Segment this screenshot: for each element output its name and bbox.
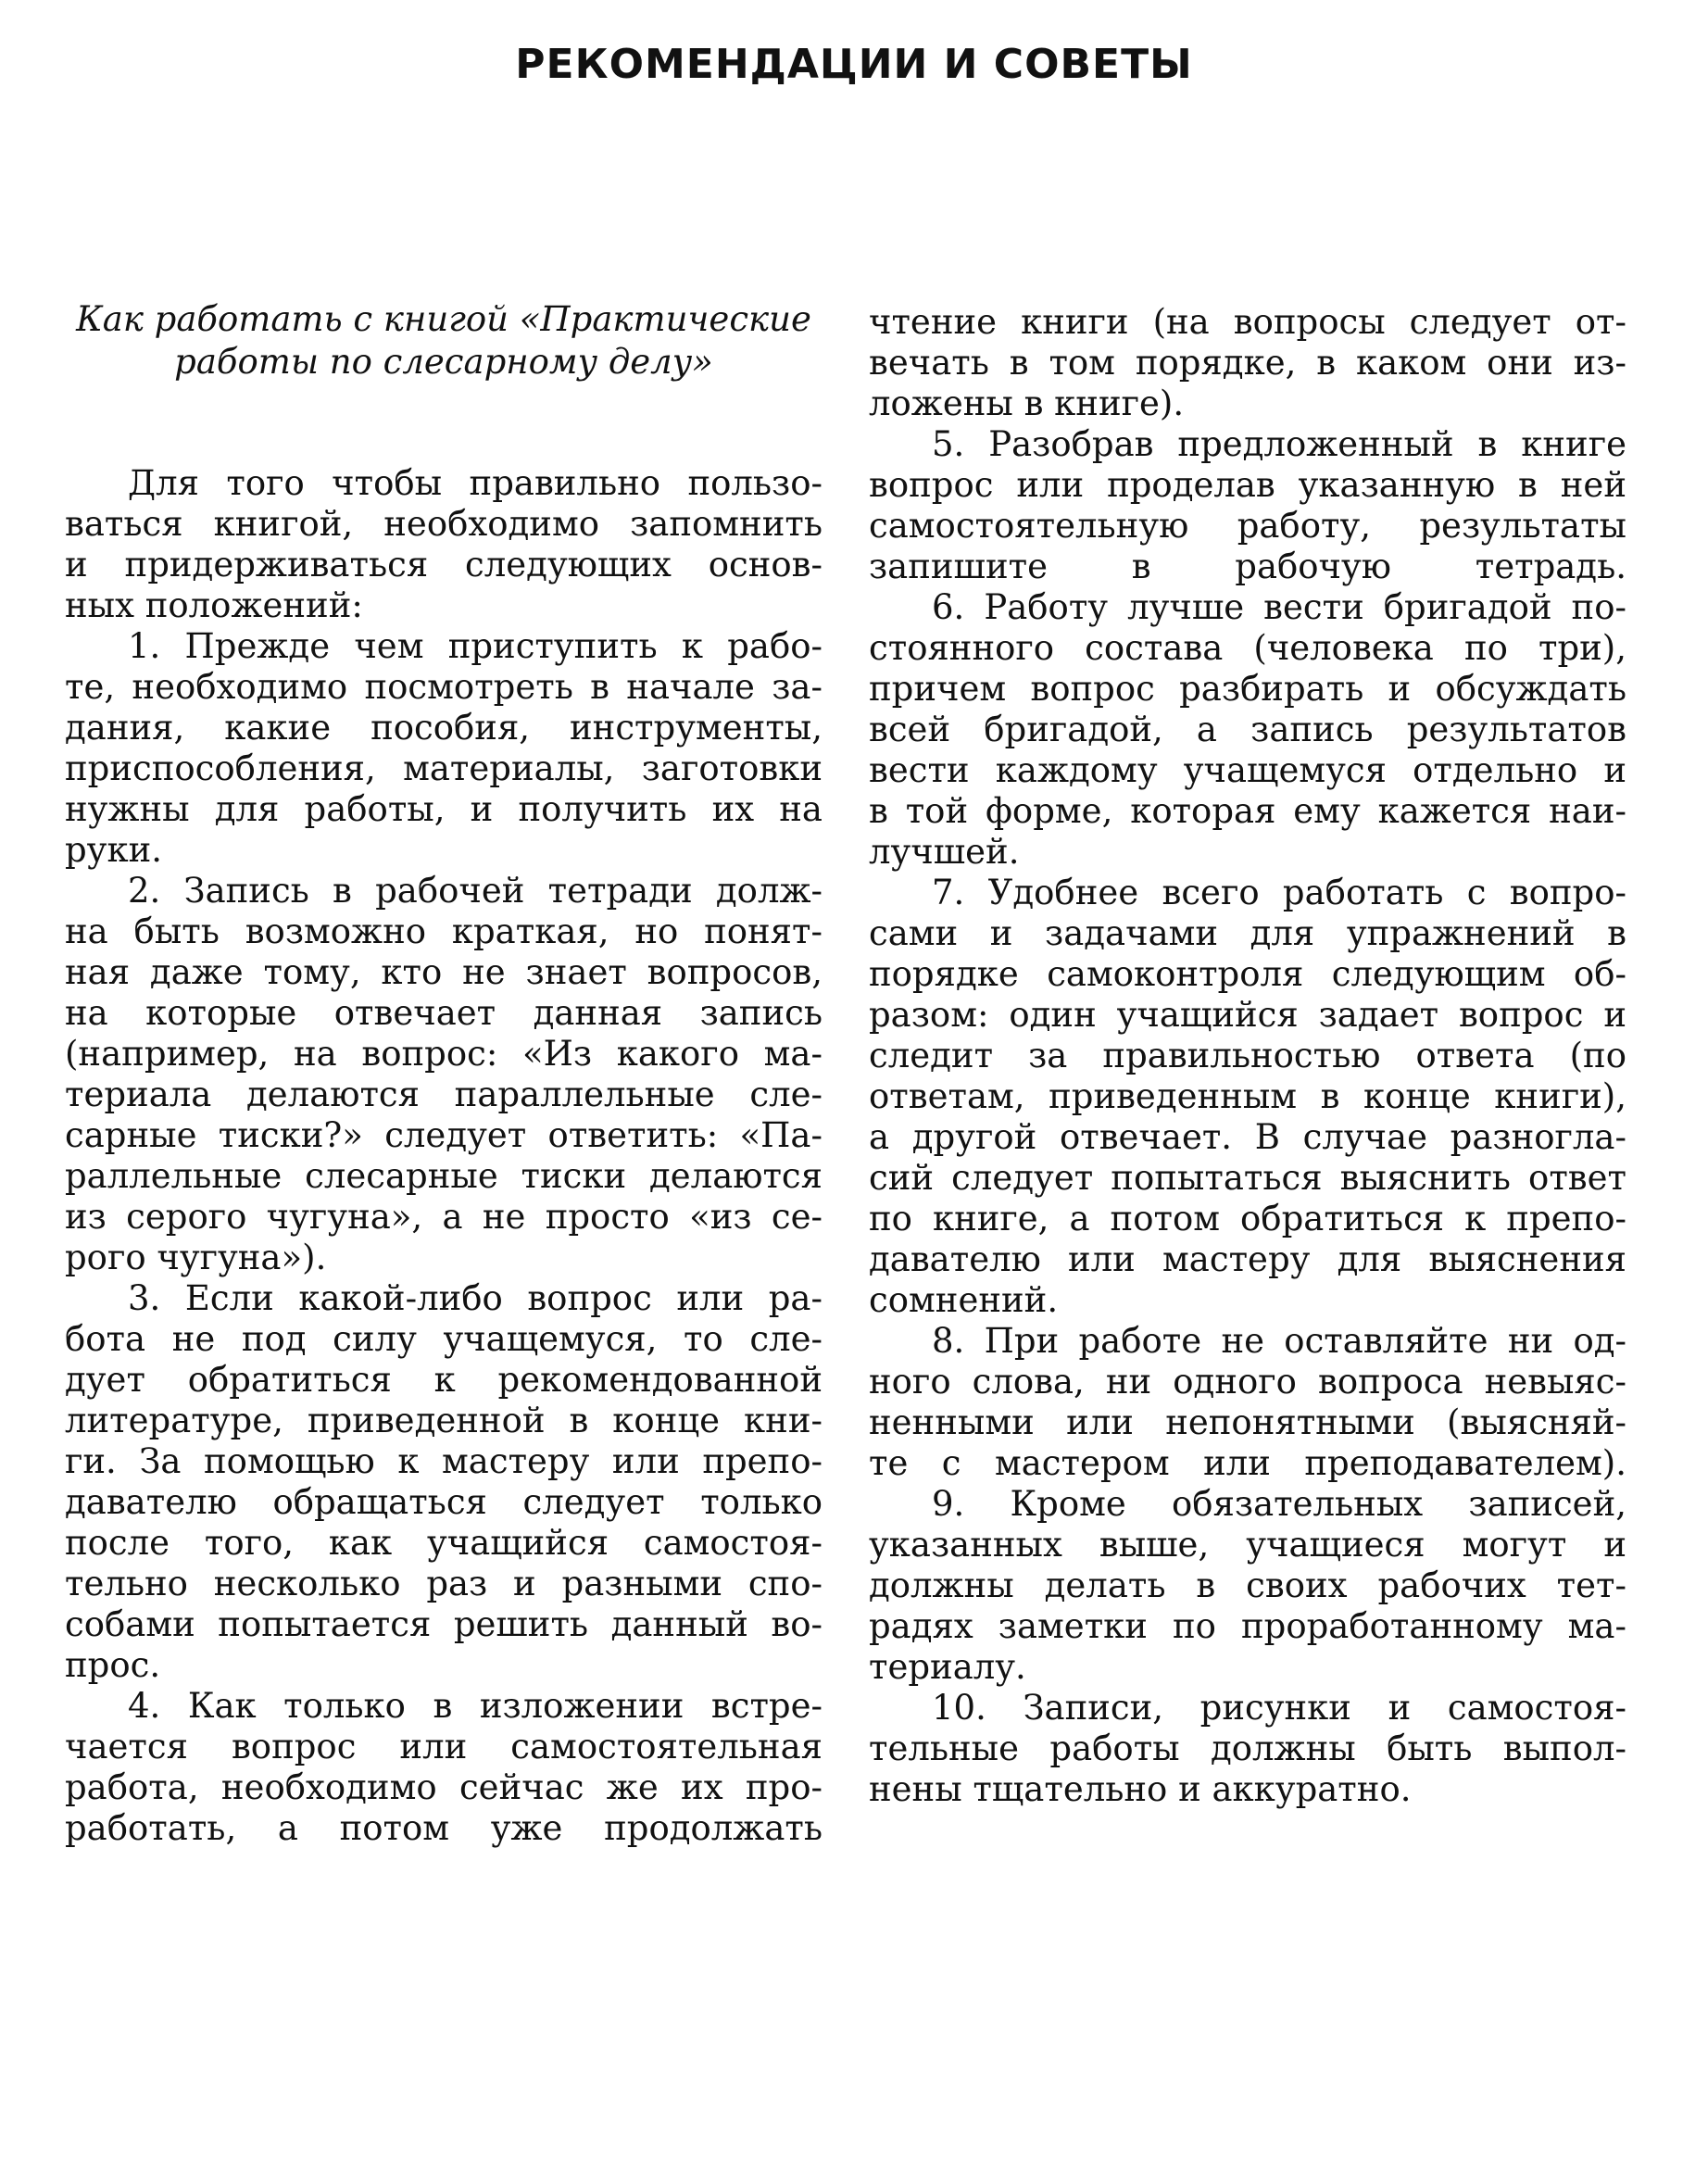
text-line: вечать в том порядке, в каком они из- (869, 343, 1626, 383)
text-line: давателю обращаться следует только (65, 1482, 823, 1522)
text-line: те, необходимо посмотреть в начале за- (65, 667, 823, 707)
text-line: на которые отвечает данная запись (65, 993, 823, 1033)
text-line: 8. При работе не оставляйте ни од- (932, 1321, 1626, 1361)
text-line: руки. (65, 830, 163, 870)
text-line: те с мастером или преподавателем). (869, 1443, 1626, 1483)
text-line: всей бригадой, а запись результатов (869, 710, 1626, 749)
text-line: 5. Разобрав предложенный в книге (932, 424, 1626, 464)
text-line: (например, на вопрос: «Из какого ма- (65, 1034, 823, 1074)
text-line: работать, а потом уже продолжать (65, 1808, 823, 1848)
text-line: ваться книгой, необходимо запомнить (65, 504, 823, 544)
left-column (65, 298, 823, 1849)
text-line: ложены в книге). (869, 383, 1185, 423)
text-line: приспособления, материалы, заготовки (65, 748, 823, 788)
text-line: порядке самоконтроля следующим об- (869, 954, 1626, 994)
text-line: ных положений: (65, 585, 363, 625)
text-line: дания, какие пособия, инструменты, (65, 708, 823, 748)
text-line: териалу. (869, 1647, 1026, 1687)
heading-line: работы по слесарному делу» (174, 342, 713, 382)
heading-spacer (65, 383, 823, 463)
text-line: сами и задачами для упражнений в (869, 913, 1626, 953)
text-line: и придерживаться следующих основ- (65, 545, 823, 585)
text-line: причем вопрос разбирать и обсуждать (869, 669, 1626, 709)
text-line: 1. Прежде чем приступить к рабо- (128, 626, 823, 666)
text-line: прос. (65, 1645, 161, 1685)
text-line: работа, необходимо сейчас же их про- (65, 1767, 823, 1807)
text-line: 10. Записи, рисунки и самостоя- (932, 1688, 1626, 1728)
text-line: Для того чтобы правильно пользо- (128, 463, 823, 503)
left-column-text (65, 463, 823, 1849)
text-line: указанных выше, учащиеся могут и (869, 1525, 1626, 1565)
text-line: чается вопрос или самостоятельная (65, 1727, 823, 1766)
text-line: сий следует попытаться выяснить ответ (869, 1158, 1626, 1198)
text-line: дует обратиться к рекомендованной (65, 1360, 823, 1400)
text-line: ненными или непонятными (выясняй- (869, 1402, 1626, 1442)
text-line: запишите в рабочую тетрадь. (869, 547, 1626, 586)
text-line: а другой отвечает. В случае разногла- (869, 1117, 1626, 1157)
text-line: вести каждому учащемуся отдельно и (869, 750, 1626, 790)
text-line: на быть возможно краткая, но понят- (65, 911, 823, 951)
text-line: в той форме, которая ему кажется наи- (869, 791, 1626, 831)
text-line: бота не под силу учащемуся, то сле- (65, 1319, 823, 1359)
text-line: самостоятельную работу, результаты (869, 506, 1626, 546)
text-line: ги. За помощью к мастеру или препо- (65, 1441, 823, 1481)
text-line: должны делать в своих рабочих тет- (869, 1565, 1626, 1605)
right-column-text (869, 302, 1626, 1810)
text-line: сомнений. (869, 1280, 1059, 1320)
text-line: 3. Если какой-либо вопрос или ра- (128, 1278, 823, 1318)
text-line: лучшей. (869, 832, 1020, 872)
text-line: разом: один учащийся задает вопрос и (869, 995, 1626, 1035)
text-line: тельные работы должны быть выпол- (869, 1729, 1626, 1768)
text-line: собами попытается решить данный во- (65, 1604, 823, 1644)
text-line: тельно несколько раз и разными спо- (65, 1564, 823, 1603)
text-line: вопрос или проделав указанную в ней (869, 465, 1626, 505)
text-line: ная даже тому, кто не знает вопросов, (65, 952, 823, 992)
text-line: ответам, приведенным в конце книги), (869, 1076, 1626, 1116)
text-line: раллельные слесарные тиски делаются (65, 1156, 823, 1196)
text-line: 4. Как только в изложении встре- (128, 1686, 823, 1726)
heading-line: Как работать с книгой «Практические (76, 299, 811, 339)
text-line: давателю или мастеру для выяснения (869, 1239, 1626, 1279)
text-line: сарные тиски?» следует ответить: «Па- (65, 1115, 823, 1155)
text-line: после того, как учащийся самостоя- (65, 1523, 823, 1563)
text-line: следит за правильностью ответа (по (869, 1036, 1626, 1075)
text-line: стоянного состава (человека по три), (869, 628, 1626, 668)
text-line: радях заметки по проработанному ма- (869, 1606, 1626, 1646)
text-line: рого чугуна»). (65, 1238, 327, 1277)
text-line: литературе, приведенной в конце кни- (65, 1401, 823, 1440)
section-heading (65, 298, 823, 383)
text-line: ного слова, ни одного вопроса невыяс- (869, 1362, 1626, 1402)
text-line: 6. Работу лучше вести бригадой по- (932, 587, 1626, 627)
text-line: нужны для работы, и получить их на (65, 789, 823, 829)
text-line: из серого чугуна», а не просто «из се- (65, 1197, 823, 1237)
text-line: нены тщательно и аккуратно. (869, 1769, 1412, 1809)
text-line: 7. Удобнее всего работать с вопро- (932, 873, 1626, 912)
text-line: 2. Запись в рабочей тетради долж- (128, 871, 823, 911)
text-line: чтение книги (на вопросы следует от- (869, 302, 1626, 342)
page-title: РЕКОМЕНДАЦИИ И СОВЕТЫ (515, 41, 1193, 88)
text-line: териала делаются параллельные сле- (65, 1075, 823, 1114)
right-column (869, 302, 1626, 1810)
text-line: 9. Кроме обязательных записей, (932, 1484, 1626, 1524)
text-line: по книге, а потом обратиться к препо- (869, 1199, 1626, 1238)
